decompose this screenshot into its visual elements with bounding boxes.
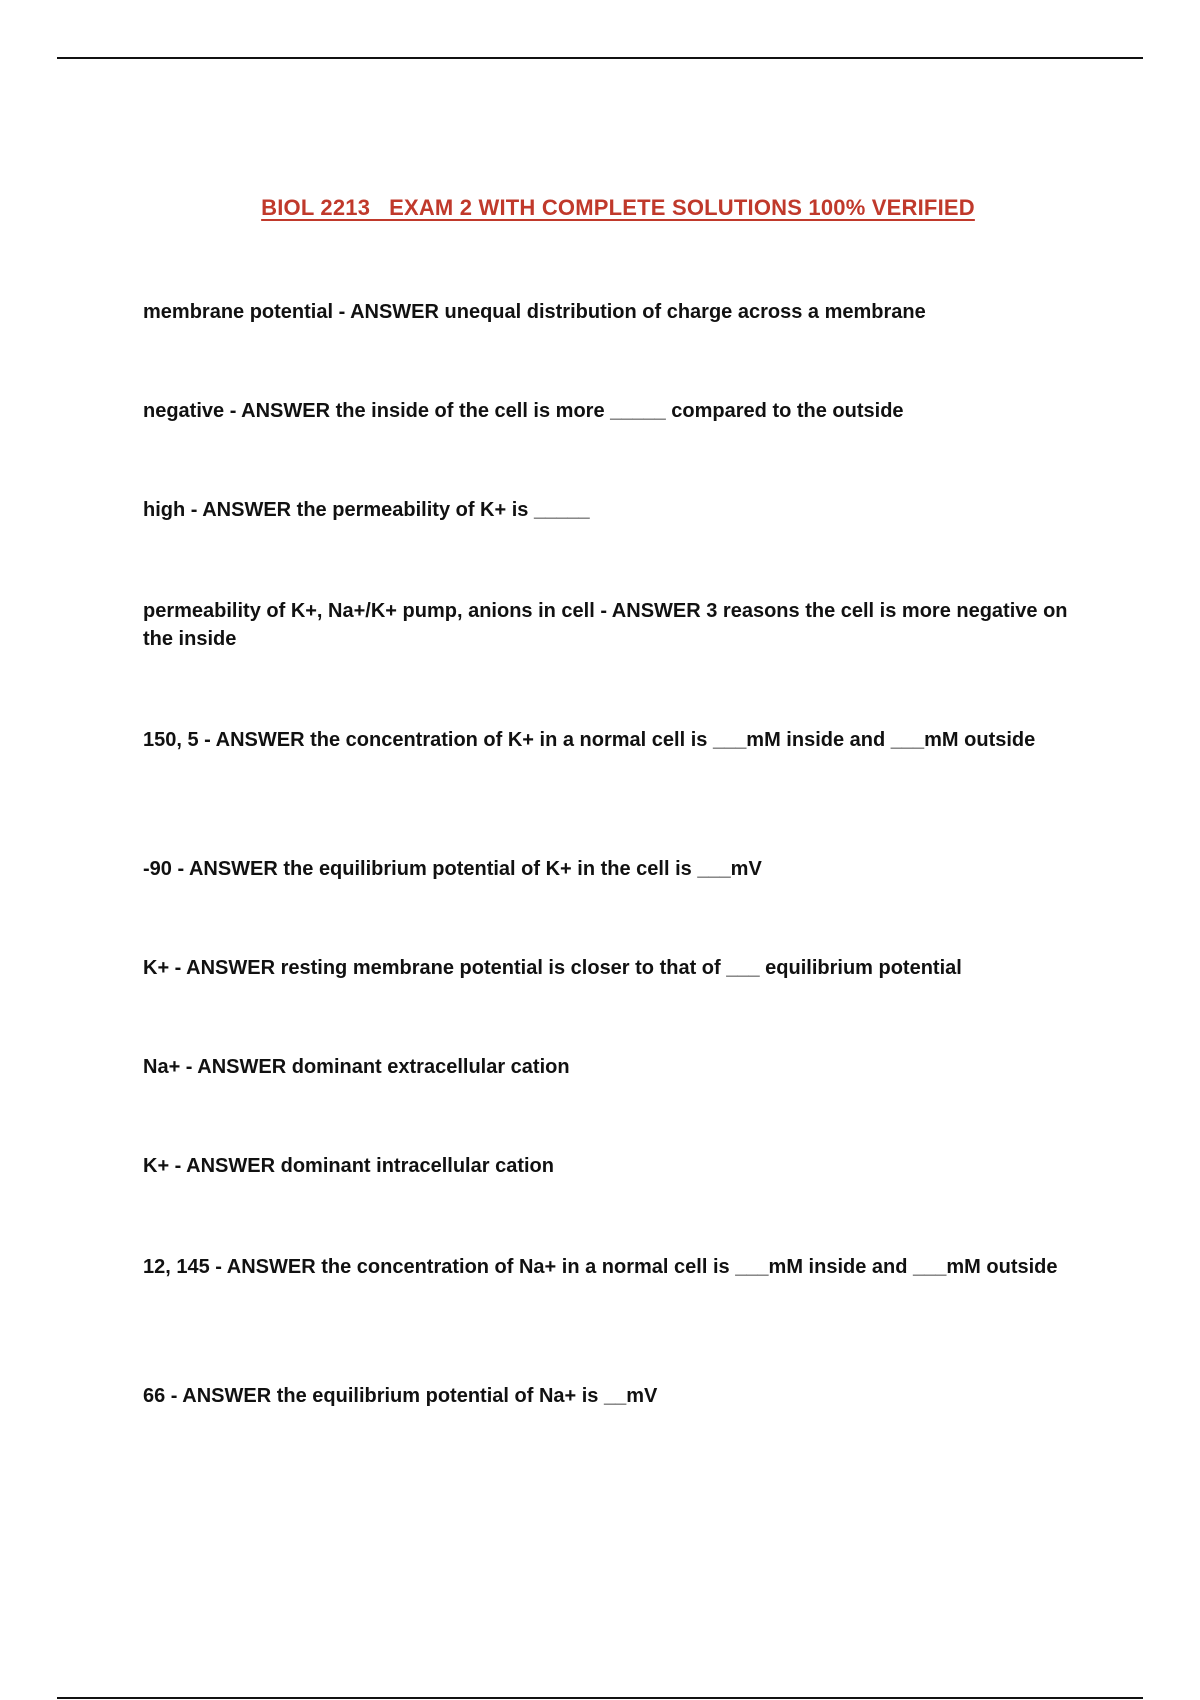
qa-item: K+ - ANSWER resting membrane potential is closer to that of ___ equilibrium potential [143,957,962,979]
qa-item: negative - ANSWER the inside of the cell is more _____ compared to the outside [143,400,904,422]
qa-item: -90 - ANSWER the equilibrium potential of K+ in the cell is ___mV [143,858,762,880]
top-divider [57,57,1143,59]
qa-item: 150, 5 - ANSWER the concentration of K+ in a normal cell is ___mM inside and ___mM outside [143,729,1036,751]
qa-item: membrane potential - ANSWER unequal distribution of charge across a membrane [143,301,926,323]
bottom-divider [57,1697,1143,1699]
qa-item: permeability of K+, Na+/K+ pump, anions in cell - ANSWER 3 reasons the cell is more negative on the inside [143,600,1068,650]
document-title: BIOL 2213 EXAM 2 WITH COMPLETE SOLUTIONS 100% VERIFIED [261,195,975,220]
qa-item: Na+ - ANSWER dominant extracellular cation [143,1056,570,1078]
qa-item: 12, 145 - ANSWER the concentration of Na+ in a normal cell is ___mM inside and ___mM outside [143,1256,1058,1278]
qa-item: high - ANSWER the permeability of K+ is _____ [143,499,590,521]
qa-item: 66 - ANSWER the equilibrium potential of Na+ is __mV [143,1385,658,1407]
qa-item: K+ - ANSWER dominant intracellular cation [143,1155,554,1177]
